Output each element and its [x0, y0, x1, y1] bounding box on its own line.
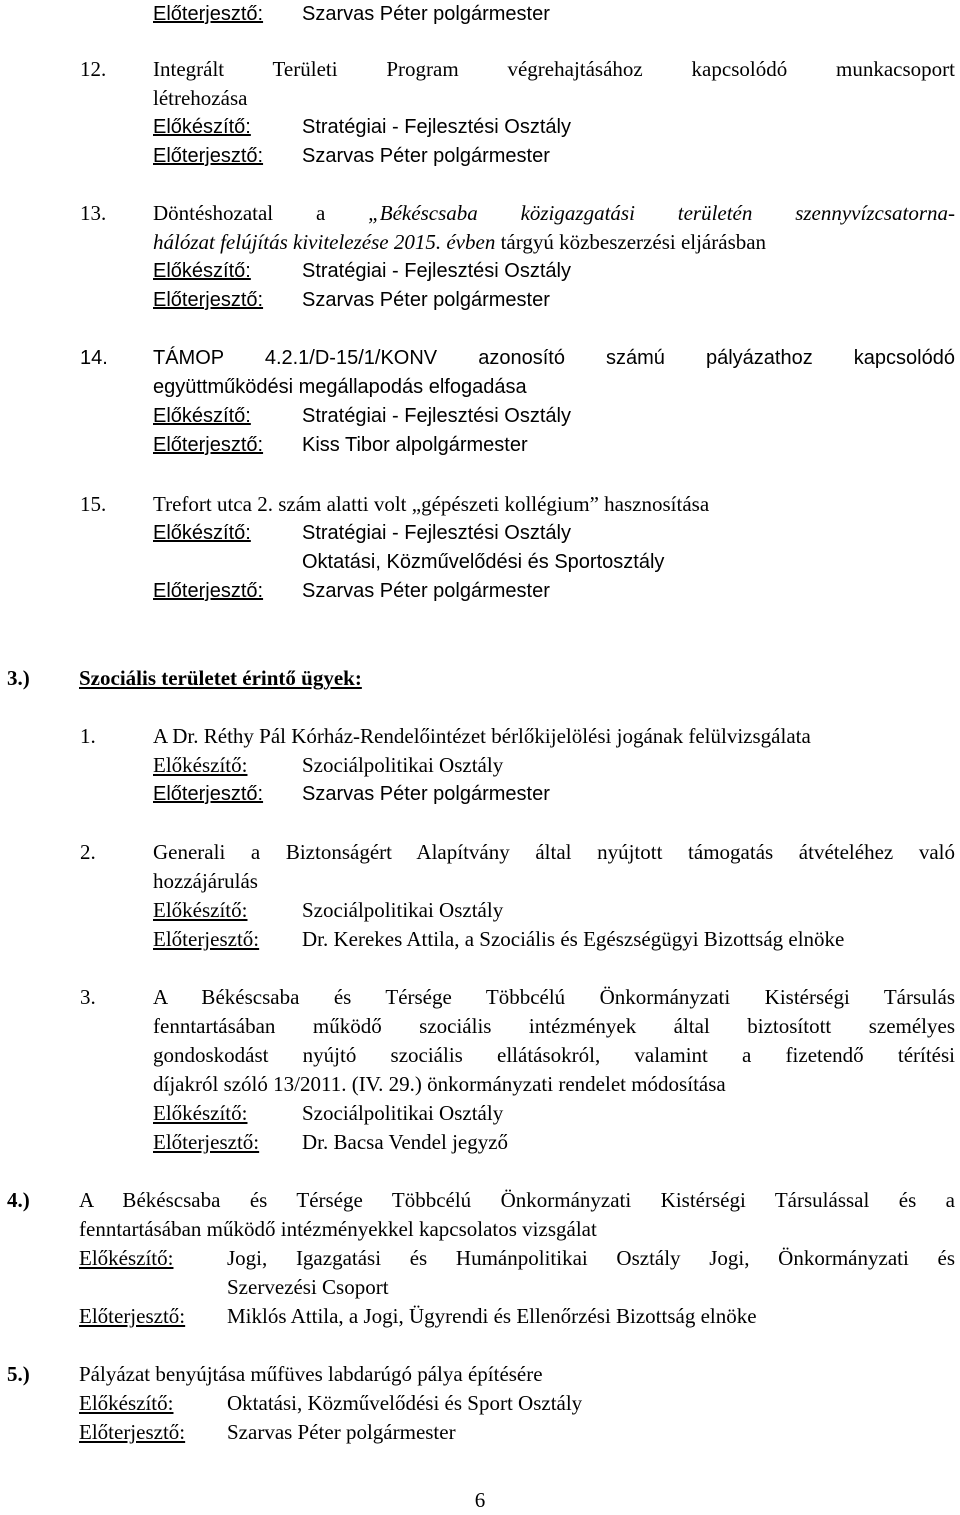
item-title-line2: hozzájárulás [153, 869, 258, 893]
item-title-line4: díjakról szóló 13/2011. (IV. 29.) önkormányzati rendelet módosítása [153, 1072, 726, 1096]
submitter-label: Előterjesztő: [153, 289, 264, 311]
preparer-label: Előkészítő: [153, 753, 248, 777]
item-number: 14. [80, 347, 108, 369]
preparer-value: Stratégiai - Fejlesztési Osztály [302, 116, 571, 138]
submitter-value: Szarvas Péter polgármester [302, 783, 550, 805]
item-number: 3. [80, 985, 96, 1009]
preparer-value: Stratégiai - Fejlesztési Osztály [302, 405, 571, 427]
agenda-item-14 [80, 344, 955, 460]
preparer-value-2: Oktatási, Közművelődési és Sportosztály [302, 551, 665, 573]
item-title-line1: TÁMOP 4.2.1/D-15/1/KONV azonosító számú pályázathoz kapcsolódó [153, 347, 955, 369]
section-title-line2: fenntartásában működő intézményekkel kapcsolatos vizsgálat [79, 1217, 597, 1241]
submitter-label: Előterjesztő: [79, 1420, 186, 1444]
item-title-line2: létrehozása [153, 86, 248, 110]
submitter-label: Előterjesztő: [153, 145, 264, 167]
item-title-line1: Döntéshozatal a „Békéscsaba közigazgatási területén szennyvízcsatorna- [153, 201, 956, 225]
preparer-label: Előkészítő: [153, 1101, 248, 1125]
section-4 [7, 1186, 955, 1331]
agenda-item-13 [80, 199, 955, 315]
item-number: 1. [80, 724, 96, 748]
preparer-label: Előkészítő: [153, 405, 251, 427]
submitter-value: Szarvas Péter polgármester [302, 145, 550, 167]
submitter-label: Előterjesztő: [153, 3, 264, 25]
agenda-item-15 [80, 490, 955, 606]
item-number: 13. [80, 201, 107, 225]
preparer-value: Szociálpolitikai Osztály [302, 1101, 504, 1125]
preparer-value: Stratégiai - Fejlesztési Osztály [302, 260, 571, 282]
preparer-label: Előkészítő: [153, 260, 251, 282]
section-3-item-2 [80, 838, 955, 954]
item-number: 12. [80, 57, 107, 81]
submitter-value: Szarvas Péter polgármester [227, 1420, 456, 1444]
preparer-label: Előkészítő: [153, 522, 251, 544]
submitter-label: Előterjesztő: [153, 927, 260, 951]
item-title-line1: Integrált Területi Program végrehajtásához kapcsolódó munkacsoport [153, 57, 955, 81]
submitter-value: Dr. Bacsa Vendel jegyző [302, 1130, 509, 1154]
preparer-label: Előkészítő: [79, 1246, 174, 1270]
section-3-item-3 [80, 983, 955, 1157]
submitter-label: Előterjesztő: [153, 783, 264, 805]
submitter-label: Előterjesztő: [79, 1304, 186, 1328]
section-number: 4.) [7, 1188, 30, 1212]
item-title-line3: gondoskodást nyújtó szociális ellátásokról, valamint a fizetendő térítési [153, 1043, 955, 1067]
section-title-line1: A Békéscsaba és Térsége Többcélú Önkormányzati Kistérségi Társulással és a [79, 1188, 955, 1212]
item-number: 15. [80, 492, 107, 516]
preparer-value: Oktatási, Közművelődési és Sport Osztály [227, 1391, 583, 1415]
preparer-value-line2: Szervezési Csoport [227, 1275, 389, 1299]
submitter-label: Előterjesztő: [153, 434, 264, 456]
preparer-label: Előkészítő: [79, 1391, 174, 1415]
item-title-line1: A Békéscsaba és Térsége Többcélú Önkormányzati Kistérségi Társulás [153, 985, 955, 1009]
section-number: 3.) [7, 666, 30, 690]
section-number: 5.) [7, 1362, 30, 1386]
item-title-line1: Trefort utca 2. szám alatti volt „gépészeti kollégium” hasznosítása [153, 492, 710, 516]
section-title: Szociális területet érintő ügyek: [79, 666, 362, 690]
item-title-line2: hálózat felújítás kivitelezése 2015. évben tárgyú közbeszerzési eljárásban [153, 230, 767, 254]
preparer-value-line1: Jogi, Igazgatási és Humánpolitikai Osztály Jogi, Önkormányzati és [227, 1246, 955, 1270]
section-3-heading [7, 664, 907, 693]
section-3-item-1 [80, 722, 955, 809]
item-title-line1: A Dr. Réthy Pál Kórház-Rendelőintézet bérlőkijelölési jogának felülvizsgálata [153, 724, 811, 748]
page-number: 6 [474, 1488, 486, 1512]
section-5 [7, 1360, 955, 1447]
preparer-value: Szociálpolitikai Osztály [302, 753, 504, 777]
submitter-value: Szarvas Péter polgármester [302, 289, 550, 311]
section-title-line1: Pályázat benyújtása műfüves labdarúgó pálya építésére [79, 1362, 543, 1386]
preparer-label: Előkészítő: [153, 898, 248, 922]
submitter-label: Előterjesztő: [153, 1130, 260, 1154]
item-number: 2. [80, 840, 96, 864]
preparer-value: Szociálpolitikai Osztály [302, 898, 504, 922]
preparer-label: Előkészítő: [153, 116, 251, 138]
submitter-value: Szarvas Péter polgármester [302, 3, 550, 25]
submitter-value: Szarvas Péter polgármester [302, 580, 550, 602]
item-title-line1: Generali a Biztonságért Alapítvány által nyújtott támogatás átvételéhez való [153, 840, 955, 864]
submitter-label: Előterjesztő: [153, 580, 264, 602]
item-title-line2: fenntartásában működő szociális intézmények által biztosított személyes [153, 1014, 955, 1038]
agenda-item-12 [80, 55, 955, 171]
top-item-submitter-row [153, 0, 953, 29]
preparer-value: Stratégiai - Fejlesztési Osztály [302, 522, 571, 544]
submitter-value: Kiss Tibor alpolgármester [302, 434, 528, 456]
submitter-value: Dr. Kerekes Attila, a Szociális és Egészségügyi Bizottság elnöke [302, 927, 845, 951]
item-title-line2: együttműködési megállapodás elfogadása [153, 376, 527, 398]
submitter-value: Miklós Attila, a Jogi, Ügyrendi és Ellenőrzési Bizottság elnöke [227, 1304, 757, 1328]
